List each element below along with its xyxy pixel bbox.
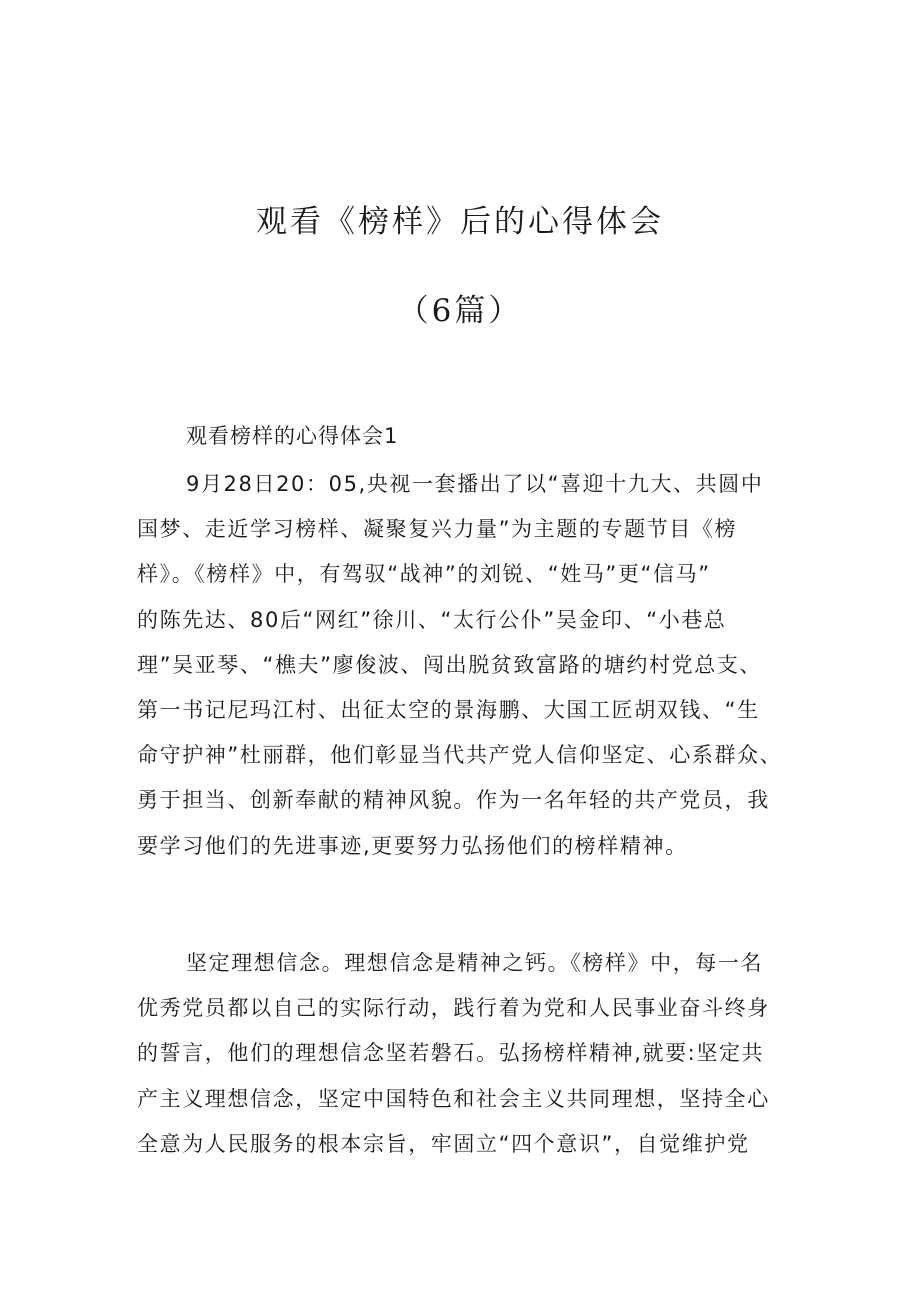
paragraph-line: 理”吴亚琴、“樵夫”廖俊波、闯出脱贫致富路的塘约村党总支、 [137, 652, 763, 677]
paragraph-line: 的誓言，他们的理想信念坚若磐石。弘扬榜样精神,就要:坚定共 [137, 1041, 765, 1066]
paragraph-line: 全意为人民服务的根本宗旨，牢固立“四个意识”，自觉维护党 [137, 1131, 750, 1156]
document-title: 观看《榜样》后的心得体会 [256, 204, 664, 240]
paragraph-line: 产主义理想信念，坚定中国特色和社会主义共同理想，坚持全心 [137, 1086, 770, 1111]
paragraph-line: 样》。《榜样》中，有驾驭“战神”的刘锐、“姓马”更“信马” [137, 562, 711, 587]
paragraph-line: 坚定理想信念。理想信念是精神之钙。《榜样》中，每一名 [186, 951, 764, 975]
paragraph-line: 第一书记尼玛江村、出征太空的景海鹏、大国工匠胡双钱、“生 [137, 697, 760, 722]
section-heading: 观看榜样的心得体会1 [186, 424, 399, 448]
paragraph-line: 优秀党员都以自己的实际行动，践行着为党和人民事业奋斗终身 [137, 996, 770, 1021]
paragraph-line: 勇于担当、创新奉献的精神风貌。作为一名年轻的共产党员，我 [137, 788, 770, 813]
document-subtitle: （6篇） [397, 293, 523, 329]
paragraph-line: 9月28日20：05,央视一套播出了以“喜迎十九大、共圆中 [186, 472, 764, 496]
paragraph-line: 的陈先达、80后“网红”徐川、“太行公仆”吴金印、“小巷总 [137, 607, 727, 632]
paragraph-line: 国梦、走近学习榜样、凝聚复兴力量”为主题的专题节目《榜 [137, 517, 738, 542]
paragraph-line: 要学习他们的先进事迹,更要努力弘扬他们的榜样精神。 [137, 833, 688, 858]
paragraph-1 [137, 462, 797, 869]
paragraph-2 [137, 941, 797, 1167]
paragraph-line: 命守护神”杜丽群，他们彰显当代共产党人信仰坚定、心系群众、 [137, 743, 783, 768]
